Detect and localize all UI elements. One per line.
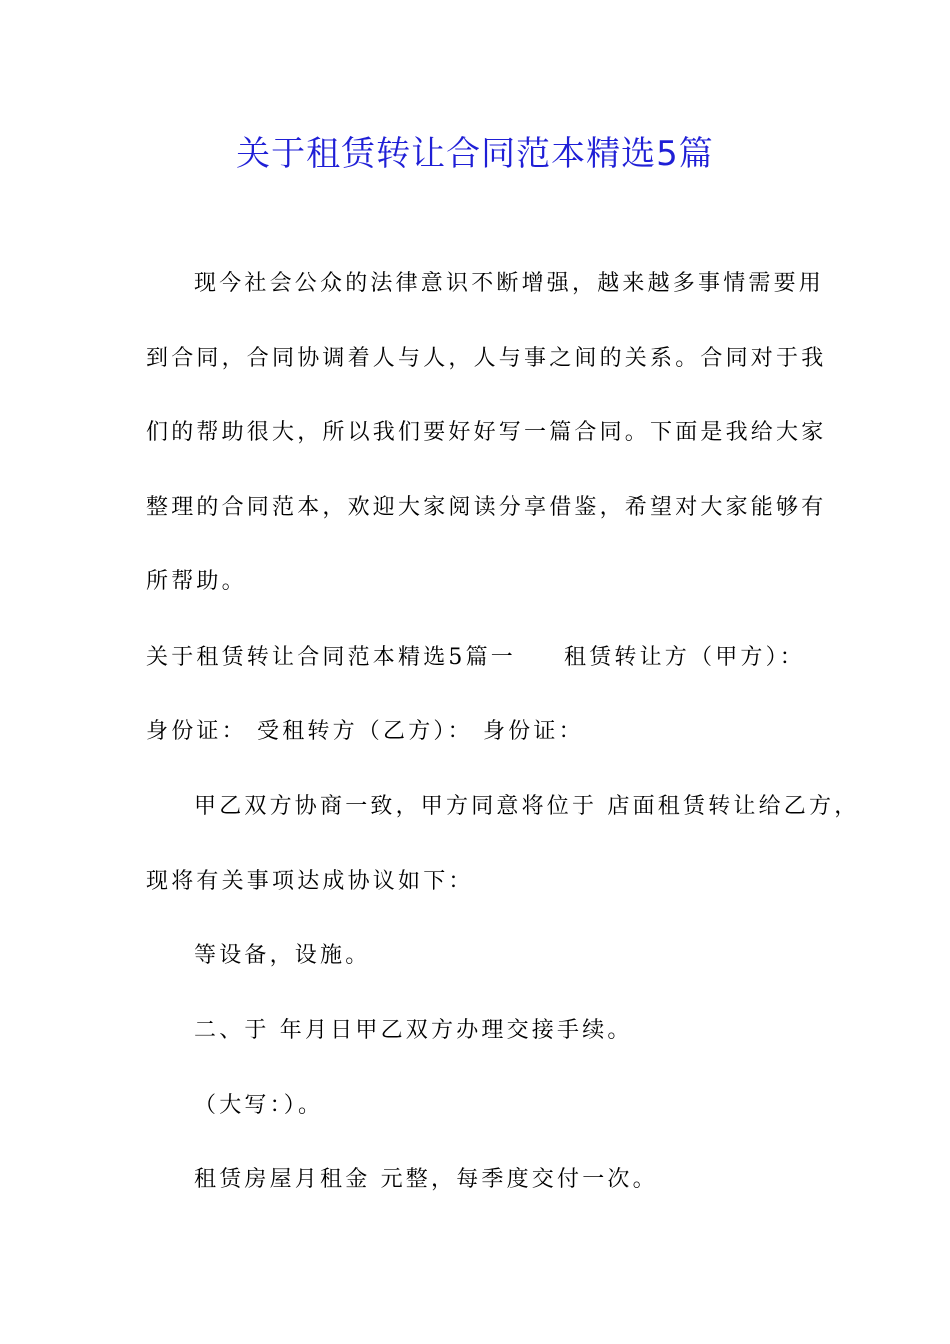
body-line-6: 租赁房屋月租金 元整，每季度交付一次。 xyxy=(194,1167,658,1192)
section-heading: 关于租赁转让合同范本精选5篇一 xyxy=(146,645,516,670)
body-line-2: 现将有关事项达成协议如下： xyxy=(146,869,474,894)
id-line: 身份证： 受租转方（乙方）： 身份证： xyxy=(146,719,584,744)
intro-line-2: 到合同，合同协调着人与人，人与事之间的关系。合同对于我 xyxy=(146,346,827,371)
intro-line-3: 们的帮助很大，所以我们要好好写一篇合同。下面是我给大家 xyxy=(146,420,827,445)
body-line-3: 等设备，设施。 xyxy=(194,943,371,968)
document-title: 关于租赁转让合同范本精选5篇 xyxy=(236,134,714,174)
party-a-label: 租赁转让方（甲方）： xyxy=(564,645,806,670)
section-heading-line xyxy=(146,640,826,676)
body-line-5: （大写：）。 xyxy=(194,1093,324,1118)
body-line-4: 二、于 年月日甲乙双方办理交接手续。 xyxy=(194,1018,633,1043)
intro-line-4: 整理的合同范本，欢迎大家阅读分享借鉴，希望对大家能够有 xyxy=(146,495,827,520)
body-line-1: 甲乙双方协商一致，甲方同意将位于 店面租赁转让给乙方， xyxy=(194,794,860,819)
intro-line-1: 现今社会公众的法律意识不断增强，越来越多事情需要用 xyxy=(194,271,825,296)
intro-line-5: 所帮助。 xyxy=(146,569,247,594)
